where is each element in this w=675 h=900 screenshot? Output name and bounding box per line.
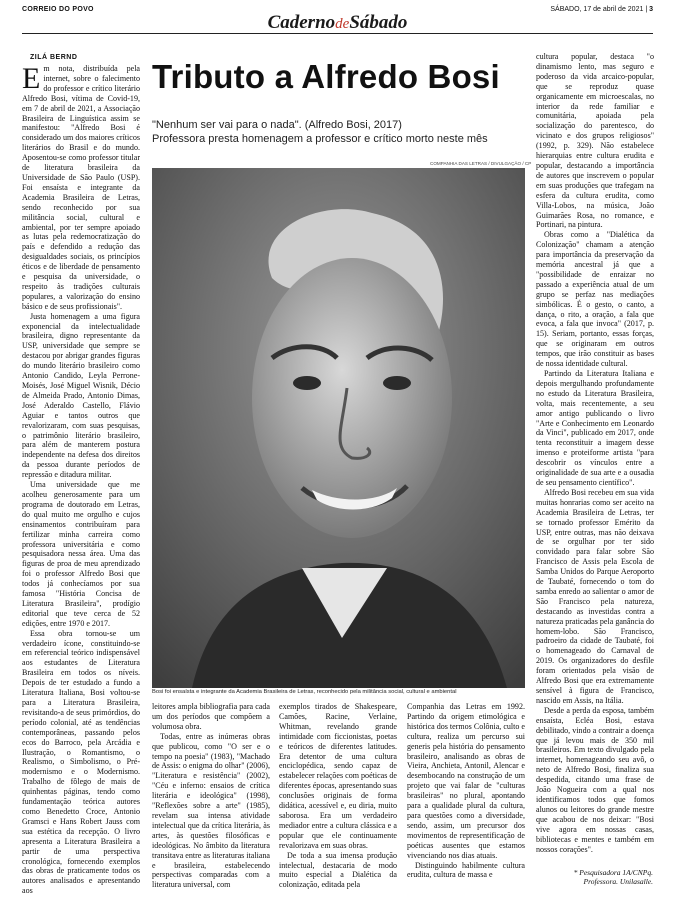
author-footnote — [574, 868, 653, 886]
portrait-photo — [152, 168, 525, 688]
paragraph: cultura popular, destaca "o dinamismo lento, mas seguro e poderoso da vida arcaico-popular, que se reproduz quase organicamente em microescalas, no interior da rede familiar e comunitária, apoiada pela socialização do parentesco, do vicinato e dos grupos religiosos" (1992, p. 329). Não estabelece hierarquias entre cultura erudita e popular, destacando a importância de autores que inscrevem o popular em suas produções que trafegam na esfera da cultura erudita, como Villa-Lobos, na música, João Guimarães Rosa, no romance, e Portinari, na pintura. — [536, 52, 654, 230]
paragraph: Desde a perda da esposa, também ensaísta, Ecléa Bosi, estava debilitado, vindo a contrair a doença que já levou mais de 350 mil brasileiros. Em texto divulgado pela internet, homenageando seu avô, o neto de Alfredo Bosi, finaliza sua despedida, citando uma frase de João Nogueira com a qual nos identificamos todos que fomos alunos ou leitores do grande mestre que acabou de nos deixar: "Bosi vive agora em nossas casas, bibliotecas e mentes e também em nossos corações". — [536, 705, 654, 854]
paragraph: Essa obra tornou-se um verdadeiro ícone, constituindo-se em referencial teórico indispensável aos estudantes de Literatura Brasileira em todos os níveis. Depois de ter estudado a fundo a Literatura Italiana, Bosi voltou-se para a Literatura Brasileira, revisitando-a de seus primórdios, do período colonial, até as tendências contemporâneas, passando pelos ecos do Barroco, pela Arcádia e Ilustração, o Romantismo, o Realismo, o Simbolismo, o Pré-modernismo e o Modernismo. Trabalho de fôlego de mais de quinhentas páginas, tendo como fundamentação teórica autores como Benedetto Croce, Antonio Gramsci e Hans Robert Jauss com sua estética da recepção. O livro apresenta a Literatura Brasileira a partir de uma perspectiva cronológica, fornecendo exemplos das obras de praticamente todos os autores analisados e apresentando aos — [22, 628, 140, 896]
paragraph: Alfredo Bosi recebeu em sua vida muitas honrarias como ser aceito na Academia Brasileira de Letras, ter se tornado professor Emérito da USP, entre outras, mas não deixava de se orgulhar por ter sido convidado para falar sobre São Francisco de Assis pela Escola de Samba Unidos do Parque Aeroporto de Taubaté, fornecendo o tom do samba enredo ao salientar o amor de São Francisco pela natureza, destacando as investidas contra a natureza praticadas pela ganância do homem-lobo. São Francisco, padroeiro da cidade de Taubaté, foi o homenageado do Carnaval de 2019. Os organizadores do desfile foram orientados pela visão de Alfredo Bosi que era extremamente sensível à figura de Francisco, nascido em Assis, na Itália. — [536, 487, 654, 705]
article-column-5 — [536, 52, 654, 868]
publication-name: CORREIO DO POVO — [22, 6, 94, 13]
portrait-illustration — [152, 168, 525, 688]
article-column-4 — [407, 702, 526, 880]
paragraph: Companhia das Letras em 1992. Partindo da origem etimológica e histórica dos termos Colônia, culto e cultura, realiza um percurso sui generis pela história do pensamento brasileiro, analisando as obras de Vieira, Anchieta, Antonil, Alencar e desembocando na construção de um projeto que vai falar de "culturas brasileiras" no plural, apontando para a qualidade plural da cultura, para questões como a diversidade, sendo, assim, um precursor dos movimentos de representificação de poéticas ausentes que estamos vivenciando nos dias atuais. — [407, 702, 526, 860]
page-number: 3 — [649, 6, 653, 13]
page-header — [22, 2, 653, 32]
paragraph: Partindo da Literatura Italiana e depois mergulhando profundamente no estudo da Literatura Brasileira, volta, mais recentemente, a seu amor antigo publicando o livro "Arte e Conhecimento em Leonardo da Vinci", publicado em 2017, onde tenta reconstituir a imagem desse imenso e proteiforme artista "para descobrir os vínculos entre a originalidade de sua arte e a ousadia de seu pensamento científico". — [536, 369, 654, 487]
paragraph: Distinguindo habilmente cultura erudita, cultura de massa e — [407, 860, 525, 880]
footnote-line: Professora. Unilasalle. — [583, 877, 653, 886]
paragraph — [22, 64, 140, 312]
issue-date: SÁBADO, 17 de abril de 2021 | 3 — [550, 6, 653, 13]
photo-caption: Bosi foi ensaísta e integrante da Academia Brasileira de Letras, reconhecido pela militância social, cultural e ambiental — [152, 689, 457, 695]
paragraph: Justa homenagem a uma figura exponencial da intelectualidade brasileira, digno representante da USP, universidade que sempre se destacou por abrigar grandes figuras do mundo literário brasileiro como Antonio Candido, Leyla Perrone-Moisés, José Miguel Wisnik, Décio de Almeida Prado, Antonio Dimas, José Aderaldo Castello, Flávio Aguiar e tantos outros que revalorizaram, com suas pesquisas, o patrimônio literário brasileiro, para além de manterem postura independente na defesa dos direitos da pessoa durante períodos de repressão e ditadura militar. — [22, 311, 140, 480]
paragraph: Obras como a "Dialética da Colonização" chamam a atenção para importância da preservação da memória ancestral já que a "possibilidade de enraizar no passado a experiência atual de um grupo se perfaz nas mediações simbólicas. É o gesto, o canto, a dança, o rito, a oração, a fala que evoca, a fala que invoca" (2017, p. 15). Seriam, portanto, essas forças, que se originaram em outros tempos, que irão constituir as bases de nossa identidade cultural. — [536, 230, 654, 369]
paragraph: Todas, entre as inúmeras obras que publicou, como "O ser e o tempo na poesia" (1983), "Machado de Assis: o enigma do olhar" (2006), "Literatura e resistência" (2002), "Céu e inferno: ensaios de crítica literária e ideológica" (1998), "Reflexões sobre a arte" (1985), revelam sua intensa atividade intelectual que da crítica literária, às artes, às questões filosóficas e ideológicas. No âmbito da literatura transitava entre as literaturas italiana e brasileira, estabelecendo perspectivas comparadas com a literatura universal, com — [152, 731, 270, 890]
article-column-1 — [22, 62, 140, 896]
article-title: Tributo a Alfredo Bosi — [152, 58, 500, 95]
paragraph: leitores ampla bibliografia para cada um dos períodos que compõem a volumosa obra. — [152, 702, 270, 731]
article-subtitle-block — [152, 118, 524, 146]
paragraph: De toda a sua imensa produção intelectual, destacaria de modo muito especial a Dialética da colonização, editada pela — [279, 850, 397, 890]
photo-credit: COMPANHIA DAS LETRAS / DIVULGAÇÃO / CP — [430, 161, 532, 166]
author-byline: ZILÁ BERND — [30, 54, 78, 61]
article-column-2 — [152, 702, 270, 890]
section-end: Sábado — [349, 12, 408, 33]
article-subtitle: Professora presta homenagem a professor e crítico morto neste mês — [152, 133, 488, 145]
drop-cap: E — [22, 62, 41, 95]
date-text: SÁBADO, 17 de abril de 2021 — [550, 6, 644, 13]
section-title — [22, 12, 653, 34]
header-rule — [22, 33, 653, 34]
paragraph: exemplos tirados de Shakespeare, Camões, Racine, Verlaine, Whitman, revelando grande intimidade com ficcionistas, poetas e teóricos de diferentes latitudes. Era detentor de uma cultura enciclopédica, sendo capaz de estabelecer relações com poéticas de diferentes épocas, apresentando suas conclusões originais de forma didática, acessível e, eu diria, muito saborosa. Era um verdadeiro mediador entre a cultura clássica e a popular que ele continuamente revalorizava em suas obras. — [279, 702, 397, 850]
footnote-line: * Pesquisadora 1A/CNPq. — [573, 868, 653, 877]
section-de: de — [335, 16, 350, 32]
paragraph-text: m nota, distribuída pela internet, sobre o falecimento do professor e crítico literário Alfredo Bosi, vítima de Covid-19, em 7 de abril de 2021, a Associação Brasileira de Linguística assim se manifestou: "Alfredo Bosi é considerado um dos maiores críticos literários do Brasil e do mundo. Aposentou-se como professor titular de literatura brasileira da Universidade de São Paulo (USP). Foi ensaísta e integrante da Academia Brasileira de Letras, sendo reconhecido por sua militância social, cultural e ambiental, por ter sempre apoiado as lutas pela redemocratização do país e defendido a redução das desigualdades sociais, os princípios éticos e de liberdade de pensamento e pesquisa da universidade, o respeito às tradições culturais populares, a valorização do ensino básico e de seus profissionais". — [22, 64, 140, 311]
epigraph-quote: "Nenhum ser vai para o nada". (Alfredo Bosi, 2017) — [152, 119, 402, 131]
section-main: Caderno — [267, 12, 336, 33]
paragraph: Uma universidade que me acolheu generosamente para um programa de doutorado em Letras, do qual muito me orgulho e cujos ensinamentos contribuíram para fertilizar minha carreira como professora universitária e como pesquisadora nessa área. Uma das figuras de proa de meu aprendizado foi o professor Alfredo Bosi que todos já conhecíamos por sua famosa "História Concisa de Literatura Brasileira", prodígio editorial que teve cerca de 52 edições, entre 1970 e 2017. — [22, 480, 140, 628]
article-column-3 — [279, 702, 397, 890]
